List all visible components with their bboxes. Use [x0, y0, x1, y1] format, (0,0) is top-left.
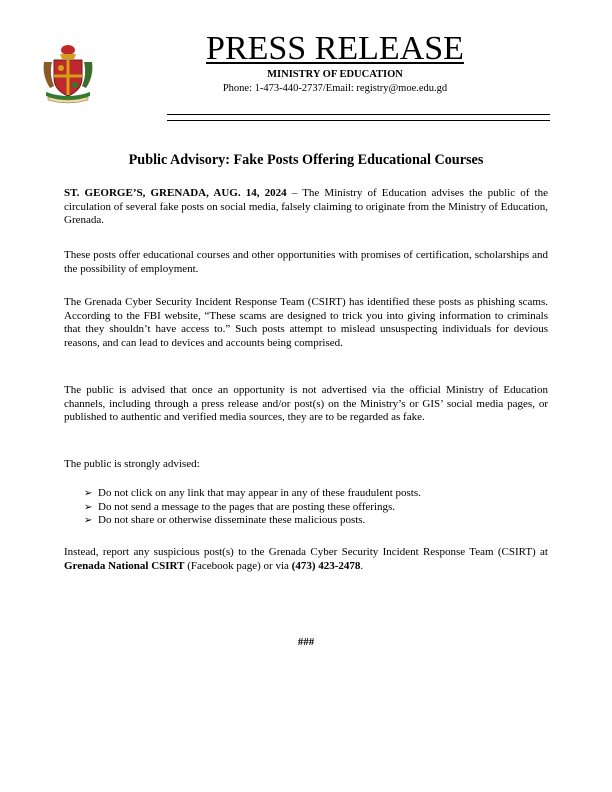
coat-of-arms-icon: [40, 42, 96, 104]
list-item-text: Do not share or otherwise disseminate these malicious posts.: [98, 514, 366, 527]
paragraph-intro-text: – The Ministry of Education advises the public of the circulation of several fake posts on social media, falsely claiming to originate from the Ministry of Education, Grenada.: [64, 187, 548, 227]
paragraph-csirt: The Grenada Cyber Security Incident Response Team (CSIRT) has identified these posts as phishing scams. According to the FBI website, “These scams are designed to trick you into giving information to criminals that they shouldn’t have access to.” Such posts attempt to mislead unsuspecting individuals for devious reasons, and can lead to devices and accounts being comprised.: [64, 296, 548, 349]
advisory-headline: Public Advisory: Fake Posts Offering Educational Courses: [128, 152, 484, 168]
paragraph-intro: [64, 187, 548, 228]
list-item-text: Do not send a message to the pages that are posting these offerings.: [98, 500, 396, 513]
list-item: [84, 487, 544, 501]
paragraph-official-channels: The public is advised that once an opportunity is not advertised via the official Ministry of Education channels, including through a press release and/or post(s) on the Ministry’s or GIS’ social media pages, or published to authentic and verified media sources, they are to be regarded as fake.: [64, 384, 548, 424]
dateline: ST. GEORGE’S, GRENADA, AUG. 14, 2024: [64, 187, 287, 199]
report-text-start: Instead, report any suspicious post(s) to the Grenada Cyber Security Incident Response Team (CSIRT) at: [64, 546, 548, 558]
page-title: PRESS RELEASE: [206, 30, 464, 67]
header-rule: [167, 120, 550, 121]
list-item: [84, 501, 544, 515]
list-item: [84, 514, 544, 528]
list-item-text: Do not click on any link that may appear in any of these fraudulent posts.: [98, 487, 421, 499]
arrow-bullet-icon: ➢: [84, 515, 93, 527]
advice-list: [84, 487, 544, 528]
header-rule: [167, 114, 550, 115]
paragraph-advice-intro: The public is strongly advised:: [64, 458, 200, 470]
paragraph-report: [64, 546, 548, 573]
end-mark: ###: [297, 636, 315, 648]
csirt-phone: (473) 423-2478: [291, 559, 361, 572]
report-text-middle: (Facebook page) or via: [184, 559, 292, 572]
arrow-bullet-icon: ➢: [84, 501, 93, 513]
csirt-facebook-name: Grenada National CSIRT: [64, 559, 185, 572]
contact-info: Phone: 1-473-440-2737/Email: registry@moe.edu.gd: [222, 83, 448, 94]
paragraph-offers: These posts offer educational courses and other opportunities with promises of certification, scholarships and the possibility of employment.: [64, 249, 548, 275]
ministry-name: MINISTRY OF EDUCATION: [267, 69, 403, 80]
report-text-end: .: [360, 559, 364, 572]
arrow-bullet-icon: ➢: [84, 488, 93, 499]
